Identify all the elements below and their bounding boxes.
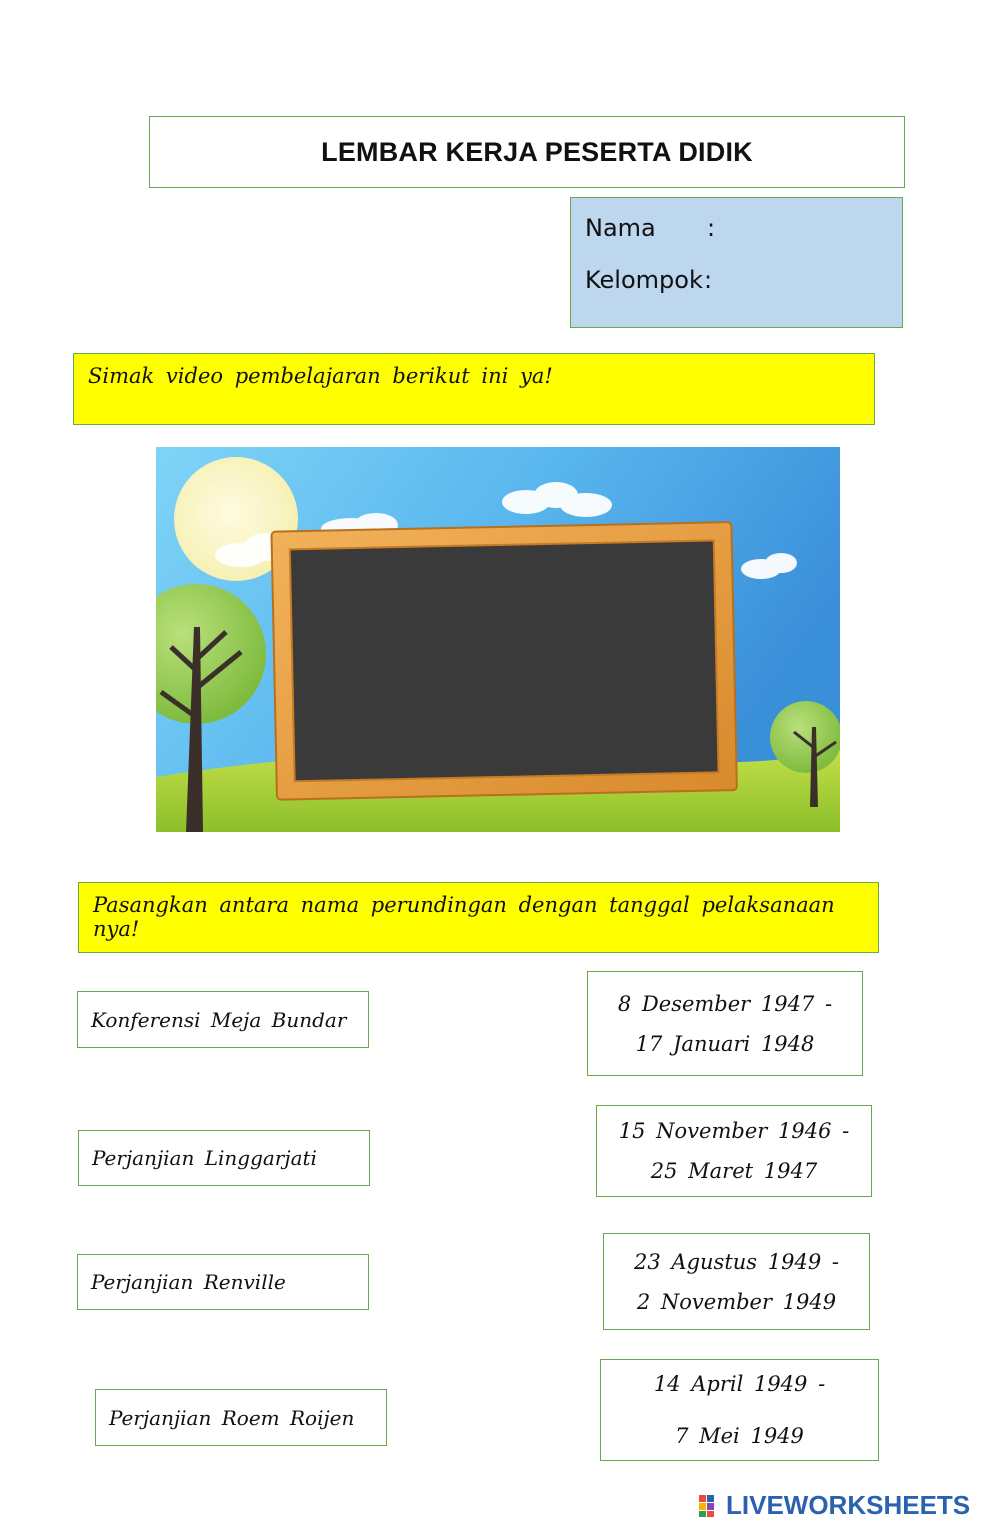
date-end: 25 Maret 1947 [650, 1159, 818, 1183]
term-label: Perjanjian Renville [91, 1270, 286, 1294]
watermark-text: LIVEWORKSHEETS [726, 1489, 971, 1520]
term-item[interactable] [95, 1389, 387, 1446]
term-item[interactable] [77, 1254, 369, 1310]
name-colon: : [707, 214, 716, 242]
video-player[interactable] [156, 447, 840, 832]
group-label: Kelompok [585, 266, 703, 294]
match-instruction-text: Pasangkan antara nama perundingan dengan tanggal pelaksanaan nya! [93, 893, 835, 941]
student-identity-box [570, 197, 903, 328]
date-start: 8 Desember 1947 - [617, 991, 833, 1016]
term-item[interactable] [77, 991, 369, 1048]
match-instruction-box [78, 882, 879, 953]
date-item[interactable] [596, 1105, 872, 1197]
liveworksheets-watermark [698, 1490, 994, 1520]
term-label: Perjanjian Linggarjati [92, 1146, 317, 1170]
group-colon: : [704, 266, 713, 294]
term-item[interactable] [78, 1130, 370, 1186]
date-start: 14 April 1949 - [653, 1372, 826, 1396]
date-start: 15 November 1946 - [618, 1119, 850, 1143]
video-instruction-box [73, 353, 875, 425]
blackboard-shape [271, 522, 737, 800]
term-label: Perjanjian Roem Roijen [109, 1405, 355, 1430]
date-item[interactable] [603, 1233, 870, 1330]
name-label: Nama [585, 214, 656, 242]
date-item[interactable] [600, 1359, 879, 1461]
term-label: Konferensi Meja Bundar [91, 1007, 347, 1032]
date-end: 7 Mei 1949 [675, 1424, 804, 1448]
worksheet-title-box [149, 116, 905, 188]
worksheet-title: LEMBAR KERJA PESERTA DIDIK [321, 136, 753, 167]
liveworksheets-logo-icon [698, 1492, 724, 1518]
blackboard-scene-image [156, 447, 840, 832]
date-item[interactable] [587, 971, 863, 1076]
date-end: 2 November 1949 [636, 1289, 837, 1314]
date-end: 17 Januari 1948 [635, 1031, 815, 1056]
date-start: 23 Agustus 1949 - [634, 1249, 839, 1274]
video-instruction-text: Simak video pembelajaran berikut ini ya! [88, 364, 553, 388]
